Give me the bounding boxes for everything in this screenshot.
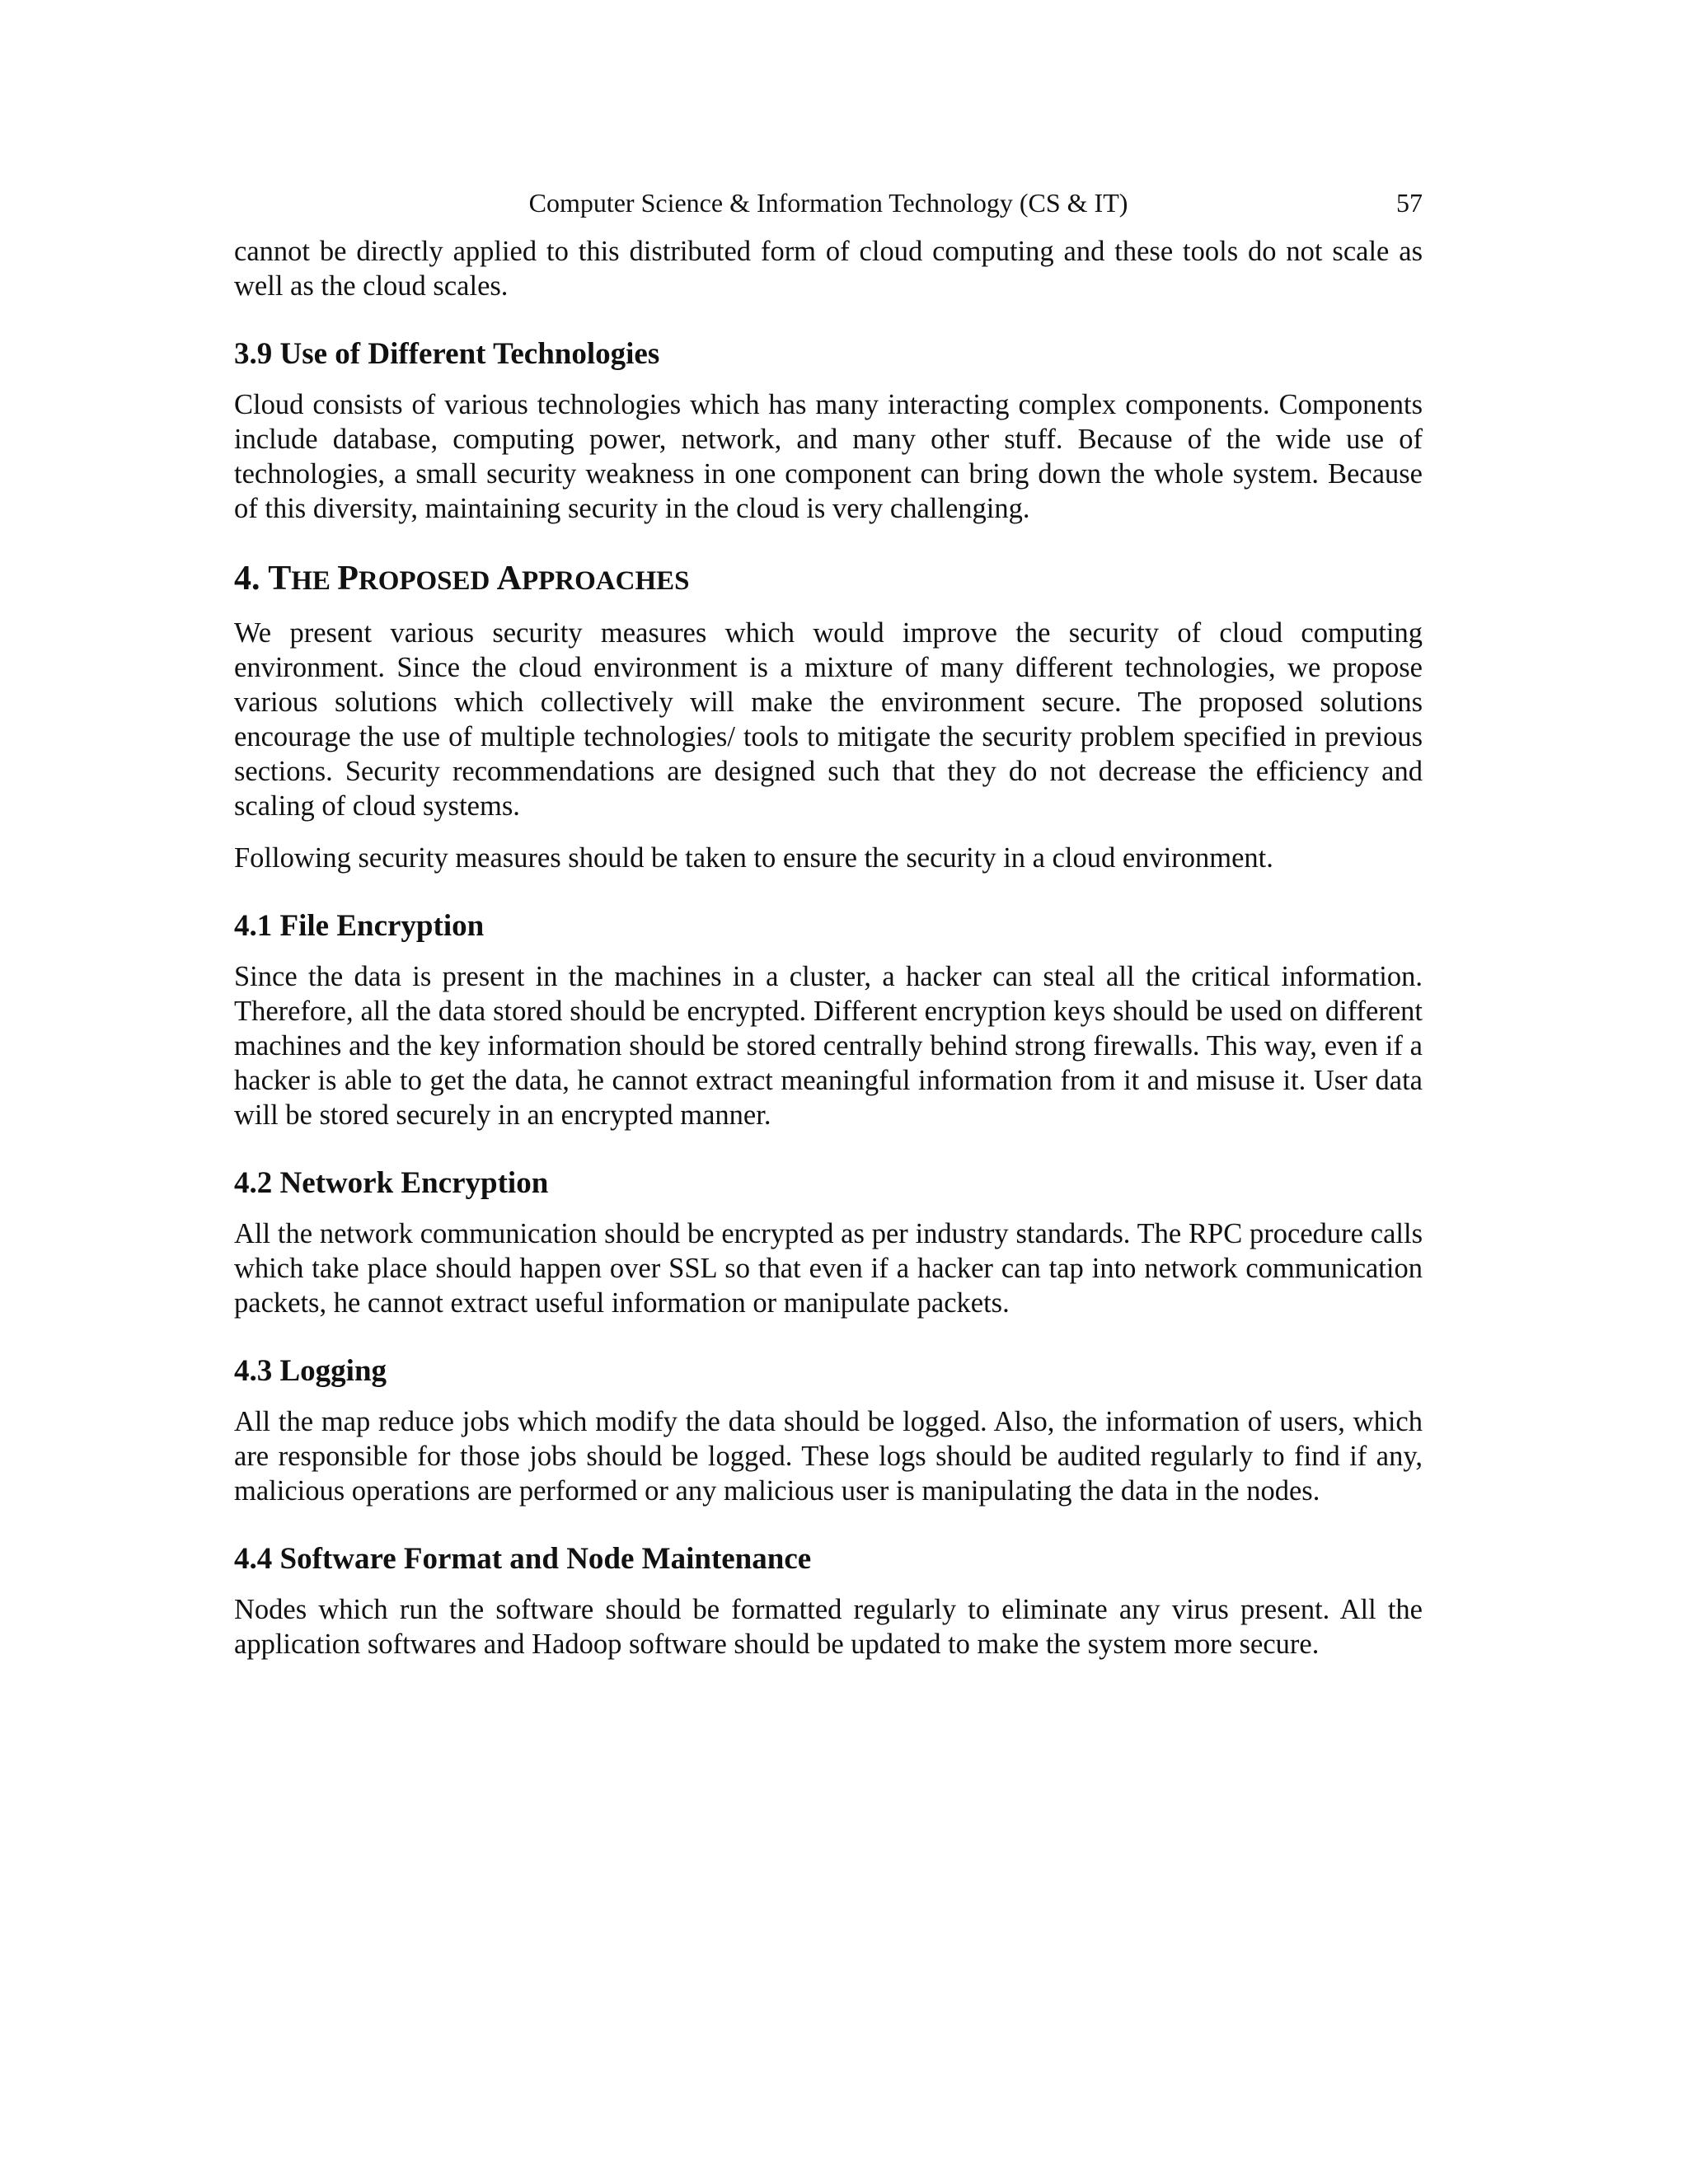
page-header [234,182,1423,223]
section-3-9-heading: 3.9 Use of Different Technologies [234,337,660,371]
section-3-9-paragraph: Cloud consists of various technologies which has many interacting complex components. Components include database, computing power, network, and many other stuff. Because of the wide use of technologies, a small security weakness in one component can bring down the whole system. Because of this diversity, maintaining security in the cloud is very challenging. [234,389,1423,524]
section-4-paragraph-1: We present various security measures which would improve the security of cloud computing environment. Since the cloud environment is a mixture of many different technologies, we propose various solutions which collectively will make the environment secure. The proposed solutions encourage the use of multiple technologies/ tools to mitigate the security problem specified in previous sections. Security recommendations are designed such that they do not decrease the efficiency and scaling of cloud systems. [234,617,1423,822]
section-4-2-heading: 4.2 Network Encryption [234,1166,549,1200]
section-4-paragraph-2: Following security measures should be taken to ensure the security in a cloud environment. [234,842,1273,874]
intro-paragraph: cannot be directly applied to this distributed form of cloud computing and these tools do not scale as well as the cloud scales. [234,236,1423,302]
page-number: 57 [1396,188,1423,218]
section-4-4-paragraph: Nodes which run the software should be formatted regularly to eliminate any virus present. All the application softwares and Hadoop software should be updated to make the system more secure. [234,1594,1423,1660]
section-4-1-paragraph: Since the data is present in the machines in a cluster, a hacker can steal all the critical information. Therefore, all the data stored should be encrypted. Different encryption keys should be used on different machines and the key information should be stored centrally behind strong firewalls. This way, even if a hacker is able to get the data, he cannot extract meaningful information from it and misuse it. User data will be stored securely in an encrypted manner. [234,961,1423,1131]
section-4-3-heading: 4.3 Logging [234,1354,387,1388]
running-title: Computer Science & Information Technology (CS & IT) [528,188,1128,218]
section-4-3-paragraph: All the map reduce jobs which modify the data should be logged. Also, the information of users, which are responsible for those jobs should be logged. These logs should be audited regularly to find if any, malicious operations are performed or any malicious user is manipulating the data in the nodes. [234,1406,1423,1507]
section-4-number: 4. [234,560,260,598]
page-body [234,234,1423,1661]
section-4-4-heading: 4.4 Software Format and Node Maintenance [234,1542,812,1576]
section-4-2-paragraph: All the network communication should be encrypted as per industry standards. The RPC procedure calls which take place should happen over SSL so that even if a hacker can tap into network communication packets, he cannot extract useful information or manipulate packets. [234,1218,1423,1319]
section-4-1-heading: 4.1 File Encryption [234,909,485,943]
section-4-heading: 4. THE PROPOSED APPROACHES [234,560,690,598]
